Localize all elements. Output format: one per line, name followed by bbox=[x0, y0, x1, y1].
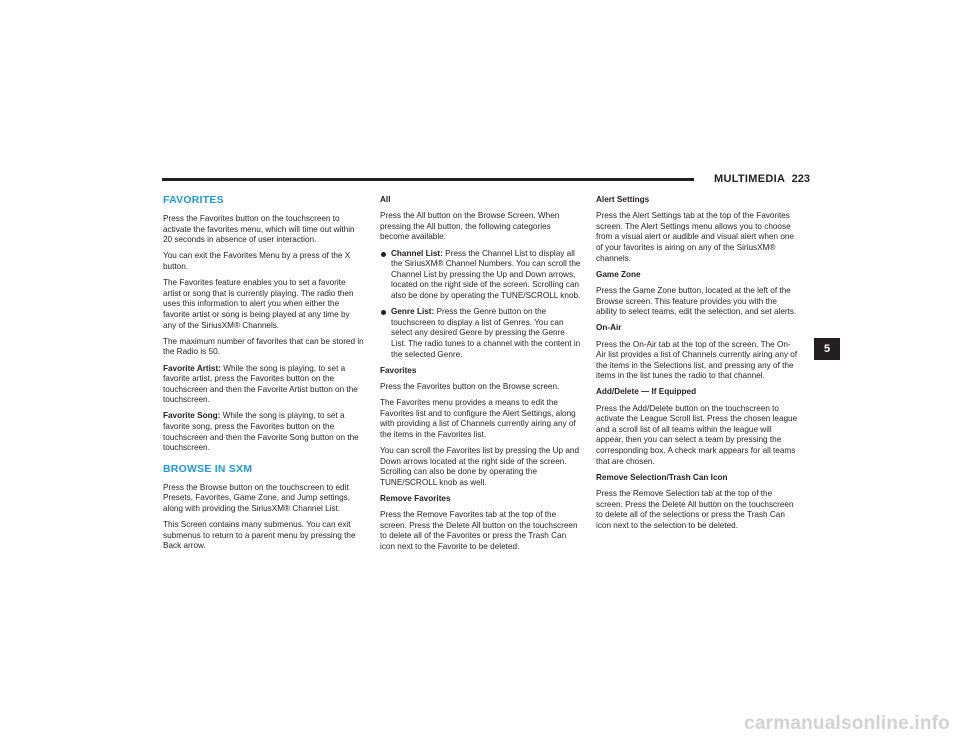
header-rule bbox=[162, 178, 694, 181]
column-middle bbox=[380, 195, 582, 558]
text-channel-list: Press the Channel List to display all the SiriusXM® Channel Numbers. You can scroll the Channel List by pressing the Up and Down arrows, located on the right side of the screen. Scrolling can also be done by operating the TUNE/SCROLL knob. bbox=[391, 248, 581, 300]
watermark: carmanualsonline.info bbox=[744, 713, 950, 734]
heading-game-zone: Game Zone bbox=[596, 269, 641, 279]
paragraph: Press the Favorites button on the touchscreen to activate the favorites menu, which will time out within 20 seconds in absence of user interaction. bbox=[163, 214, 355, 245]
paragraph: This Screen contains many submenus. You can exit submenus to return to a parent menu by pressing the Back arrow. bbox=[163, 520, 356, 551]
text-genre-list: Press the Genre button on the touchscreen to display a list of Genres. You can select any desired Genre by pressing the Genre List. The radio tunes to a channel with the content in the selected Genre. bbox=[391, 307, 581, 359]
label-favorite-artist: Favorite Artist: bbox=[163, 363, 221, 373]
label-favorite-song: Favorite Song: bbox=[163, 411, 221, 421]
heading-favorites-sub: Favorites bbox=[380, 365, 417, 375]
paragraph: You can exit the Favorites Menu by a press of the X button. bbox=[163, 251, 351, 271]
label-genre-list: Genre List: bbox=[391, 307, 435, 317]
paragraph: Press the All button on the Browse Screen. When pressing the All button, the following categories become available: bbox=[380, 211, 560, 242]
text-favorite-song: While the song is playing, to set a favorite song, press the Favorites button on the touchscreen and then the Favorite Song button on the touchscreen. bbox=[163, 411, 359, 453]
paragraph: Press the On-Air tab at the top of the screen. The On-Air list provides a list of Channels currently airing any of the items in the Selections list, and pressing any of the items in the list tunes the radio to that channel. bbox=[596, 339, 798, 381]
bullet-icon bbox=[381, 252, 386, 257]
heading-remove-selection: Remove Selection/Trash Can Icon bbox=[596, 472, 728, 482]
paragraph: You can scroll the Favorites list by pressing the Up and Down arrows located at the right side of the screen. Scrolling can also be done by operating the TUNE/SCROLL knob as well. bbox=[380, 446, 580, 487]
paragraph: Press the Remove Favorites tab at the top of the screen. Press the Delete All button on the touchscreen to delete all of the Favorites or press the Trash Can icon next to the Favorite to be deleted. bbox=[380, 510, 578, 551]
paragraph: The maximum number of favorites that can be stored in the Radio is 50. bbox=[163, 336, 364, 357]
heading-add-delete: Add/Delete — If Equipped bbox=[596, 387, 697, 397]
heading-all: All bbox=[380, 195, 391, 204]
heading-on-air: On-Air bbox=[596, 323, 622, 333]
page-number: 223 bbox=[791, 173, 810, 185]
page-header bbox=[162, 170, 810, 188]
text-favorite-artist: While the song is playing, to set a favorite artist, press the Favorites button on the touchscreen and then the Favorite Artist button on the touchscreen. bbox=[163, 363, 358, 405]
paragraph-favorite-artist bbox=[163, 364, 365, 406]
paragraph: Press the Browse button on the touchscreen to edit Presets, Favorites, Game Zone, and Jump settings, along with providing the SiriusXM® Channel List. bbox=[163, 482, 351, 514]
heading-favorites: FAVORITES bbox=[163, 195, 224, 206]
chapter-tab: 5 bbox=[814, 338, 840, 360]
column-left bbox=[163, 195, 365, 558]
bullet-icon bbox=[381, 310, 386, 315]
label-channel-list: Channel List: bbox=[391, 248, 443, 258]
column-right bbox=[596, 195, 798, 537]
paragraph: Press the Remove Selection tab at the top of the screen. Press the Delete All button on the touchscreen to delete all of the selections or press the Trash Can icon next to the selection to be deleted. bbox=[596, 489, 794, 530]
paragraph: The Favorites menu provides a means to edit the Favorites list and to configure the Alert Settings, along with providing a list of Channels currently airing any of the items in the Favorites list. bbox=[380, 398, 576, 439]
list-item bbox=[380, 249, 582, 302]
category-list bbox=[380, 249, 582, 361]
heading-remove-favorites: Remove Favorites bbox=[380, 494, 451, 503]
list-item bbox=[380, 307, 582, 360]
heading-browse-in-sxm: BROWSE IN SXM bbox=[163, 463, 253, 475]
paragraph: Press the Alert Settings tab at the top of the Favorites screen. The Alert Settings menu allows you to choose from a visual alert or audible and visual alert when one of your favorites is airing on any of the SiriusXM® channels. bbox=[596, 211, 794, 263]
paragraph: Press the Favorites button on the Browse screen. bbox=[380, 381, 560, 391]
paragraph-favorite-song bbox=[163, 411, 365, 453]
paragraph: Press the Add/Delete button on the touchscreen to activate the League Scroll list. Press the chosen league and a scroll list of all teams within the league will appear, then you can select a team by pressing the corresponding box. A check mark appears for all teams that are chosen. bbox=[596, 403, 798, 466]
section-title: MULTIMEDIA bbox=[714, 173, 786, 185]
paragraph: Press the Game Zone button, located at the left of the Browse screen. This feature provides you with the ability to select teams, edit the selection, and set alerts. bbox=[596, 285, 797, 317]
heading-alert-settings: Alert Settings bbox=[596, 195, 650, 204]
paragraph: The Favorites feature enables you to set a favorite artist or song that is currently playing. The radio then uses this information to alert you when either the favorite artist or song is being played at any time by any of the SiriusXM® Channels. bbox=[163, 278, 354, 330]
